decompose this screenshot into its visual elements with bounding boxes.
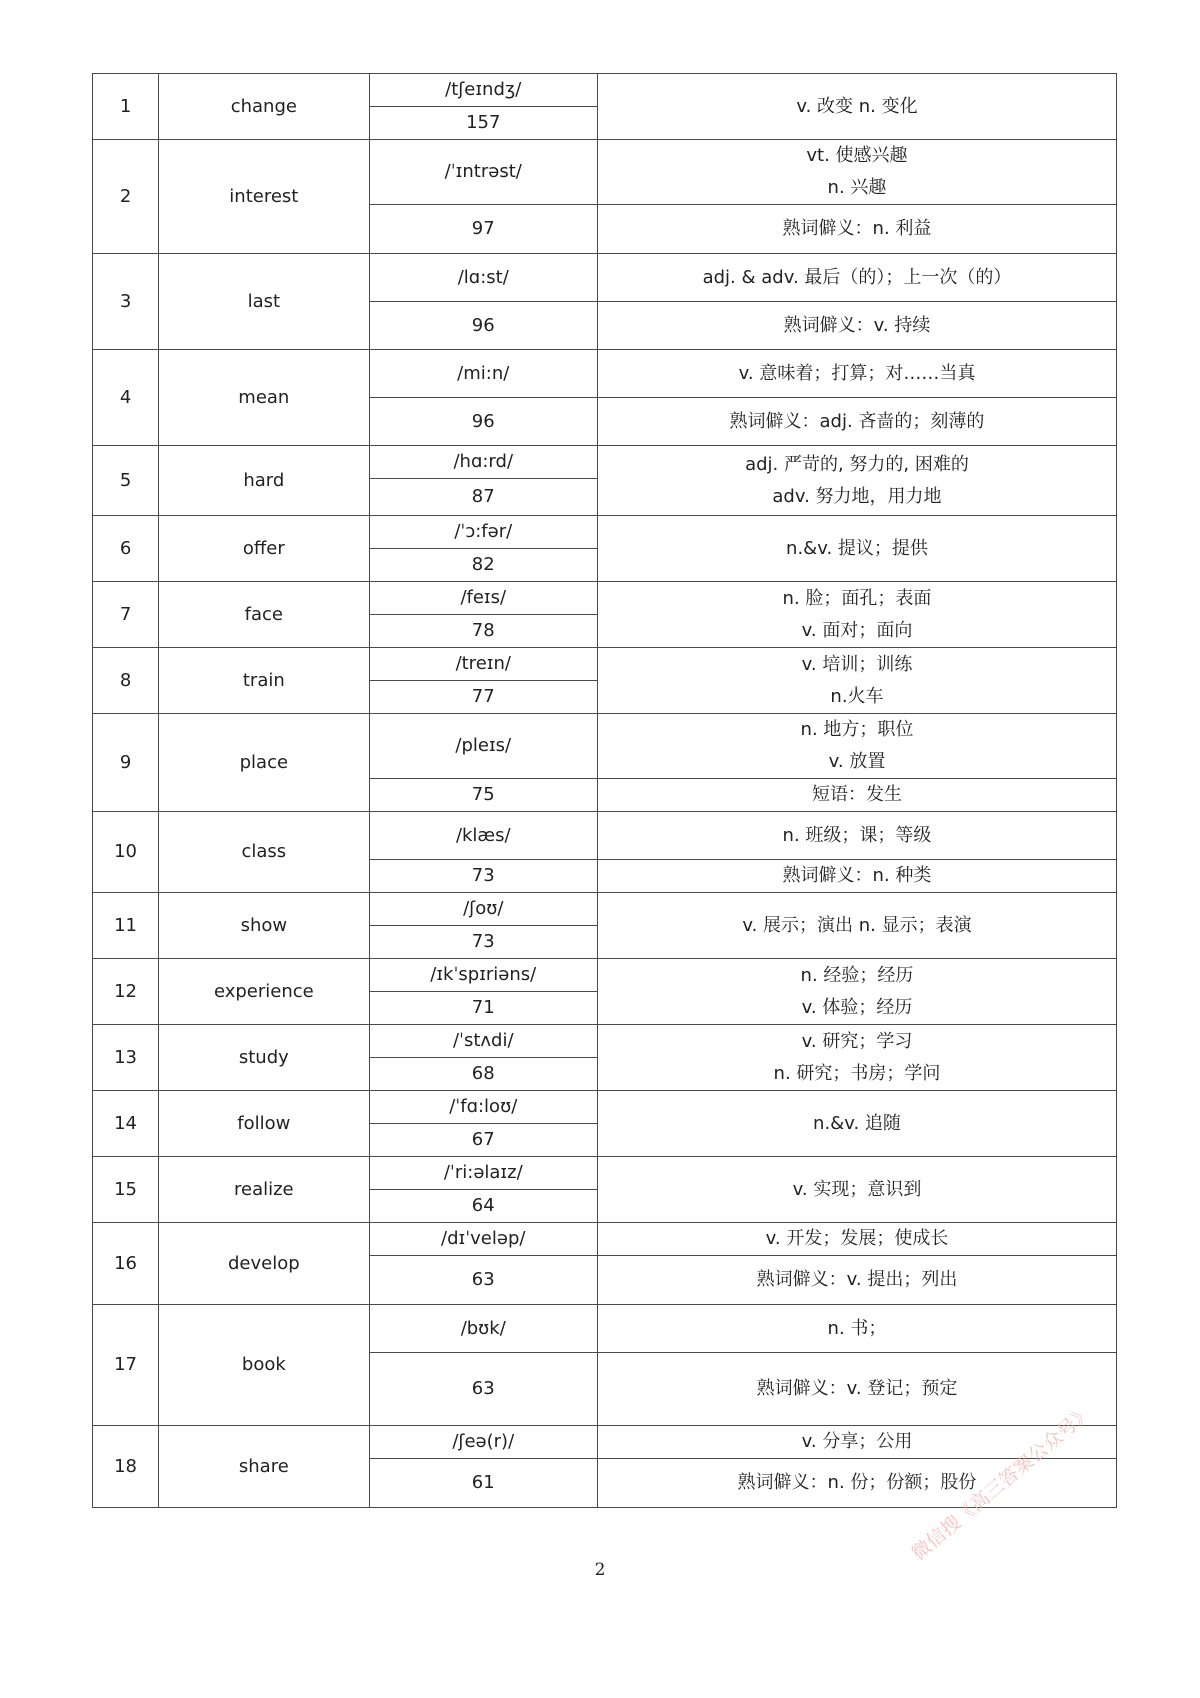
table-row: [93, 812, 1117, 860]
entry-frequency: 77: [369, 681, 597, 714]
entry-phonetic: /dɪˈveləp/: [369, 1223, 597, 1256]
entry-word: class: [159, 812, 369, 893]
entry-word: offer: [159, 516, 369, 582]
entry-phonetic: /ˈɪntrəst/: [369, 140, 597, 205]
meaning-cell: [597, 1305, 1116, 1353]
entry-number: 1: [93, 74, 159, 140]
table-row: [93, 714, 1117, 779]
entry-phonetic: /bʊk/: [369, 1305, 597, 1353]
meaning-line: n. 研究；书房；学问: [773, 1062, 941, 1084]
meaning-line: v. 体验；经历: [801, 996, 913, 1018]
entry-number: 4: [93, 350, 159, 446]
meaning-cell: [597, 582, 1116, 648]
entry-frequency: 96: [369, 302, 597, 350]
meaning-line: n.火车: [830, 685, 884, 707]
entry-number: 10: [93, 812, 159, 893]
entry-number: 5: [93, 446, 159, 516]
meaning-line: n.&v. 追随: [813, 1112, 901, 1134]
meaning-line: adj. 严苛的, 努力的, 困难的: [745, 453, 969, 475]
entry-phonetic: /ɪkˈspɪriəns/: [369, 959, 597, 992]
entry-phonetic: /treɪn/: [369, 648, 597, 681]
entry-word: develop: [159, 1223, 369, 1305]
entry-frequency: 157: [369, 107, 597, 140]
entry-frequency: 78: [369, 615, 597, 648]
meaning-line: n. 班级；课；等级: [782, 824, 932, 846]
meaning-line: v. 展示；演出 n. 显示；表演: [742, 914, 972, 936]
page-number: 2: [594, 1560, 606, 1580]
meaning-cell: [597, 714, 1116, 779]
meaning-cell: [597, 1157, 1116, 1223]
meaning-cell: [597, 74, 1116, 140]
entry-frequency: 71: [369, 992, 597, 1025]
entry-word: last: [159, 254, 369, 350]
entry-number: 7: [93, 582, 159, 648]
entry-frequency: 68: [369, 1058, 597, 1091]
meaning-line: v. 改变 n. 变化: [796, 95, 918, 117]
entry-phonetic: /feɪs/: [369, 582, 597, 615]
table-row: [93, 959, 1117, 992]
entry-word: realize: [159, 1157, 369, 1223]
entry-number: 14: [93, 1091, 159, 1157]
entry-frequency: 75: [369, 779, 597, 812]
extra-meaning-cell: 熟词僻义：n. 种类: [597, 860, 1116, 893]
meaning-line: n.&v. 提议；提供: [786, 537, 928, 559]
meaning-cell: [597, 893, 1116, 959]
meaning-line: v. 面对；面向: [801, 619, 913, 641]
entry-frequency: 73: [369, 860, 597, 893]
entry-frequency: 87: [369, 479, 597, 516]
table-row: [93, 74, 1117, 107]
entry-phonetic: /mi:n/: [369, 350, 597, 398]
entry-phonetic: /pleɪs/: [369, 714, 597, 779]
table-row: [93, 1305, 1117, 1353]
meaning-line: n. 经验；经历: [800, 964, 914, 986]
extra-meaning-cell: 熟词僻义：v. 持续: [597, 302, 1116, 350]
table-row: [93, 254, 1117, 302]
meaning-cell: [597, 1025, 1116, 1091]
meaning-cell: [597, 812, 1116, 860]
entry-word: place: [159, 714, 369, 812]
entry-phonetic: /ʃeə(r)/: [369, 1426, 597, 1459]
meaning-cell: [597, 446, 1116, 516]
entry-frequency: 63: [369, 1353, 597, 1426]
entry-frequency: 97: [369, 205, 597, 254]
entry-number: 6: [93, 516, 159, 582]
entry-phonetic: /ˈfɑ:loʊ/: [369, 1091, 597, 1124]
entry-number: 12: [93, 959, 159, 1025]
vocabulary-table-body: [93, 74, 1117, 1508]
entry-frequency: 64: [369, 1190, 597, 1223]
entry-word: study: [159, 1025, 369, 1091]
watermark: 微信搜《高三答案公众号》: [907, 1401, 1097, 1565]
meaning-cell: [597, 350, 1116, 398]
entry-frequency: 63: [369, 1256, 597, 1305]
meaning-cell: [597, 648, 1116, 714]
entry-number: 17: [93, 1305, 159, 1426]
entry-number: 2: [93, 140, 159, 254]
entry-word: mean: [159, 350, 369, 446]
entry-phonetic: /ˈstʌdi/: [369, 1025, 597, 1058]
table-row: [93, 893, 1117, 926]
extra-meaning-cell: 短语：发生: [597, 779, 1116, 812]
extra-meaning-cell: 熟词僻义：n. 份；份额；股份: [597, 1459, 1116, 1508]
table-row: [93, 1426, 1117, 1459]
entry-phonetic: /klæs/: [369, 812, 597, 860]
table-row: [93, 648, 1117, 681]
entry-phonetic: /hɑ:rd/: [369, 446, 597, 479]
entry-word: interest: [159, 140, 369, 254]
entry-number: 18: [93, 1426, 159, 1508]
entry-phonetic: /lɑ:st/: [369, 254, 597, 302]
meaning-cell: [597, 959, 1116, 1025]
entry-word: face: [159, 582, 369, 648]
entry-number: 8: [93, 648, 159, 714]
meaning-line: v. 开发；发展；使成长: [765, 1228, 949, 1249]
meaning-line: v. 研究；学习: [801, 1030, 913, 1052]
meaning-line: n. 地方；职位: [800, 719, 914, 740]
meaning-line: v. 意味着；打算；对……当真: [738, 362, 976, 384]
entry-word: follow: [159, 1091, 369, 1157]
table-row: [93, 516, 1117, 549]
entry-phonetic: /ˈri:əlaɪz/: [369, 1157, 597, 1190]
entry-number: 16: [93, 1223, 159, 1305]
entry-word: hard: [159, 446, 369, 516]
entry-number: 15: [93, 1157, 159, 1223]
meaning-cell: [597, 254, 1116, 302]
entry-word: train: [159, 648, 369, 714]
entry-number: 13: [93, 1025, 159, 1091]
meaning-cell: [597, 516, 1116, 582]
table-row: [93, 1223, 1117, 1256]
entry-frequency: 73: [369, 926, 597, 959]
entry-frequency: 82: [369, 549, 597, 582]
entry-word: experience: [159, 959, 369, 1025]
entry-word: share: [159, 1426, 369, 1508]
extra-meaning-cell: 熟词僻义：n. 利益: [597, 205, 1116, 254]
entry-frequency: 61: [369, 1459, 597, 1508]
meaning-line: v. 分享；公用: [801, 1431, 913, 1452]
entry-number: 9: [93, 714, 159, 812]
table-row: [93, 1091, 1117, 1124]
table-row: [93, 1157, 1117, 1190]
table-row: [93, 350, 1117, 398]
meaning-line: v. 放置: [828, 751, 886, 772]
table-row: [93, 582, 1117, 615]
entry-word: book: [159, 1305, 369, 1426]
entry-frequency: 96: [369, 398, 597, 446]
meaning-line: vt. 使感兴趣: [806, 145, 908, 166]
meaning-line: adj. & adv. 最后（的）；上一次（的）: [702, 266, 1012, 288]
entry-number: 11: [93, 893, 159, 959]
meaning-cell: [597, 140, 1116, 205]
entry-frequency: 67: [369, 1124, 597, 1157]
meaning-line: v. 培训；训练: [801, 653, 913, 675]
entry-word: show: [159, 893, 369, 959]
meaning-cell: [597, 1091, 1116, 1157]
extra-meaning-cell: 熟词僻义：v. 登记；预定: [597, 1353, 1116, 1426]
entry-phonetic: /ʃoʊ/: [369, 893, 597, 926]
meaning-line: n. 脸；面孔；表面: [782, 587, 932, 609]
extra-meaning-cell: 熟词僻义：v. 提出；列出: [597, 1256, 1116, 1305]
table-row: [93, 446, 1117, 479]
meaning-line: adv. 努力地，用力地: [772, 485, 942, 507]
table-row: [93, 140, 1117, 205]
meaning-line: v. 实现；意识到: [792, 1178, 922, 1200]
meaning-line: n. 兴趣: [827, 177, 887, 198]
entry-phonetic: /ˈɔ:fər/: [369, 516, 597, 549]
meaning-cell: [597, 1223, 1116, 1256]
table-row: [93, 1025, 1117, 1058]
vocabulary-table: [92, 73, 1117, 1508]
meaning-line: n. 书；: [827, 1317, 887, 1339]
entry-word: change: [159, 74, 369, 140]
extra-meaning-cell: 熟词僻义：adj. 吝啬的；刻薄的: [597, 398, 1116, 446]
entry-phonetic: /tʃeɪndʒ/: [369, 74, 597, 107]
entry-number: 3: [93, 254, 159, 350]
